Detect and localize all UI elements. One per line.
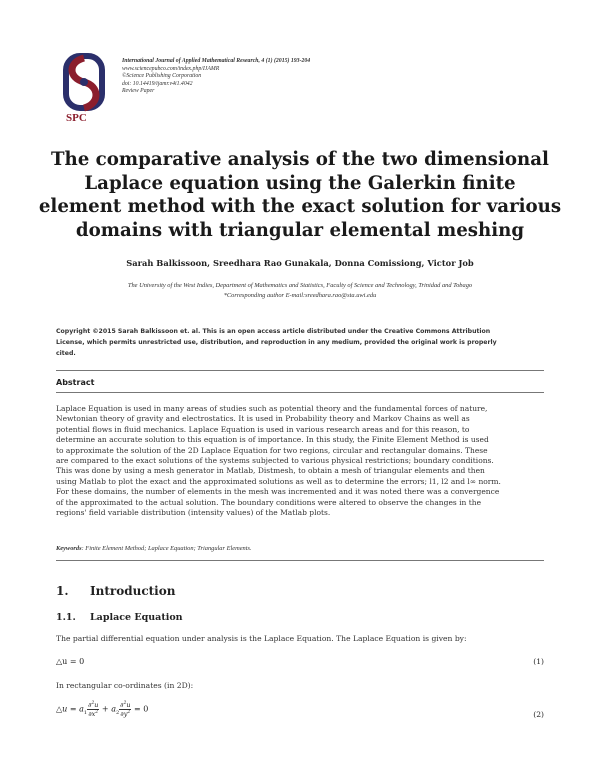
abstract-line: regions' field variable distribution (intensity values) of the Matlab plots.: [56, 508, 331, 518]
divider: [56, 392, 544, 393]
affiliation: The University of the West Indies, Department of Mathematics and Statistics, Faculty of Science and Technology, Trinidad and Tobago: [127, 282, 473, 289]
abstract-text: [56, 404, 544, 518]
title-line: The comparative analysis of the two dimensional: [51, 149, 549, 170]
abstract-line: For these domains, the number of elements in the mesh was incremented and it was noted there was a convergence: [56, 487, 500, 497]
abstract-line: to approximate the solution of the 2D Laplace Equation for two regions, circular and rectangular domains. These: [56, 445, 488, 455]
copyright-line: cited.: [56, 350, 76, 357]
abstract-line: Newtonian theory of gravity and electrostatics. It is used in Probability theory and Markov Chains as well as: [56, 414, 470, 424]
abstract-line: using Matlab to plot the exact and the approximated solutions as well as to determine the errors; l1, l2 and l∞ norm.: [56, 476, 501, 486]
paper-title: [20, 148, 580, 242]
subsection-heading: [56, 612, 183, 623]
journal-header: [122, 58, 310, 96]
abstract-line: are compared to the exact solutions of the systems subjected to various physical restrictions; boundary conditions.: [56, 456, 494, 466]
title-line: domains with triangular elemental meshing: [75, 219, 525, 241]
abstract-line: Laplace Equation is used in many areas of studies such as potential theory and the fundamental forces of nature,: [56, 404, 488, 413]
section-title: Introduction: [90, 584, 176, 598]
abstract-line: potential flows in fluid mechanics. Laplace Equation is used in various research areas and for this reason, to: [56, 424, 470, 434]
equation-1: △u = 0: [56, 657, 85, 666]
divider: [56, 560, 544, 561]
equation-number: (1): [533, 657, 544, 666]
journal-citation: International Journal of Applied Mathematical Research, 4 (1) (2015) 193-204: [122, 58, 311, 64]
title-line: element method with the exact solution for various: [38, 196, 562, 217]
abstract-line: of the approximated to the actual solution. The boundary conditions were altered to observe the changes in the: [56, 497, 482, 507]
corresponding-author: *Corresponding author E-mail:sreedhara.rao@sta.uwi.edu: [223, 291, 377, 299]
section-heading: [56, 584, 175, 598]
affiliation-block: [20, 281, 580, 300]
equation-number: (2): [533, 710, 544, 719]
journal-website[interactable]: www.sciencepubco.com/index.php/IJAMR: [122, 65, 220, 72]
equation-2: △u = $a_1$ $\frac{\partial^2u}{\partial x^2}$ + $a_2$ $\frac{\partial^2u}{\partial y^2}$ = 0: [56, 701, 149, 719]
keywords-list: : Finite Element Method; Laplace Equation; Triangular Elements.: [81, 545, 252, 552]
divider: [56, 370, 544, 371]
publisher-logo: [58, 52, 110, 112]
authors: Sarah Balkissoon, Sreedhara Rao Gunakala, Donna Comissiong, Victor Job: [126, 258, 474, 268]
subsection-number: 1.1.: [56, 612, 76, 623]
copyright-line: License, which permits unrestricted use, distribution, and reproduction in any medium, provided the original work is properly: [56, 339, 497, 346]
article-type: Review Paper: [122, 88, 155, 95]
keywords-label: Keywords: [56, 545, 82, 552]
title-line: Laplace equation using the Galerkin finite: [84, 172, 516, 194]
body-paragraph: In rectangular co-ordinates (in 2D):: [56, 681, 194, 690]
subsection-title: Laplace Equation: [90, 612, 183, 623]
abstract-heading: Abstract: [56, 378, 95, 387]
abstract-line: determine an accurate solution to this equation is of importance. In this study, the Finite Element Method is used: [56, 435, 489, 445]
doi-line[interactable]: doi: 10.14419/ijamr.v4i1.4042: [122, 80, 193, 87]
copyright-notice: [56, 326, 546, 359]
section-number: 1.: [56, 584, 69, 598]
logo-text: SPC: [66, 112, 87, 124]
abstract-line: This was done by using a mesh generator in Matlab, Distmesh, to obtain a mesh of triangular elements and then: [56, 466, 485, 476]
body-paragraph: The partial differential equation under analysis is the Laplace Equation. The Laplace Equation is given by:: [56, 634, 467, 643]
publisher-line: ©Science Publishing Corporation: [122, 73, 202, 80]
keywords: [56, 545, 252, 552]
copyright-line: Copyright ©2015 Sarah Balkissoon et. al. This is an open access article distributed under the Creative Commons Attribution: [56, 328, 491, 335]
